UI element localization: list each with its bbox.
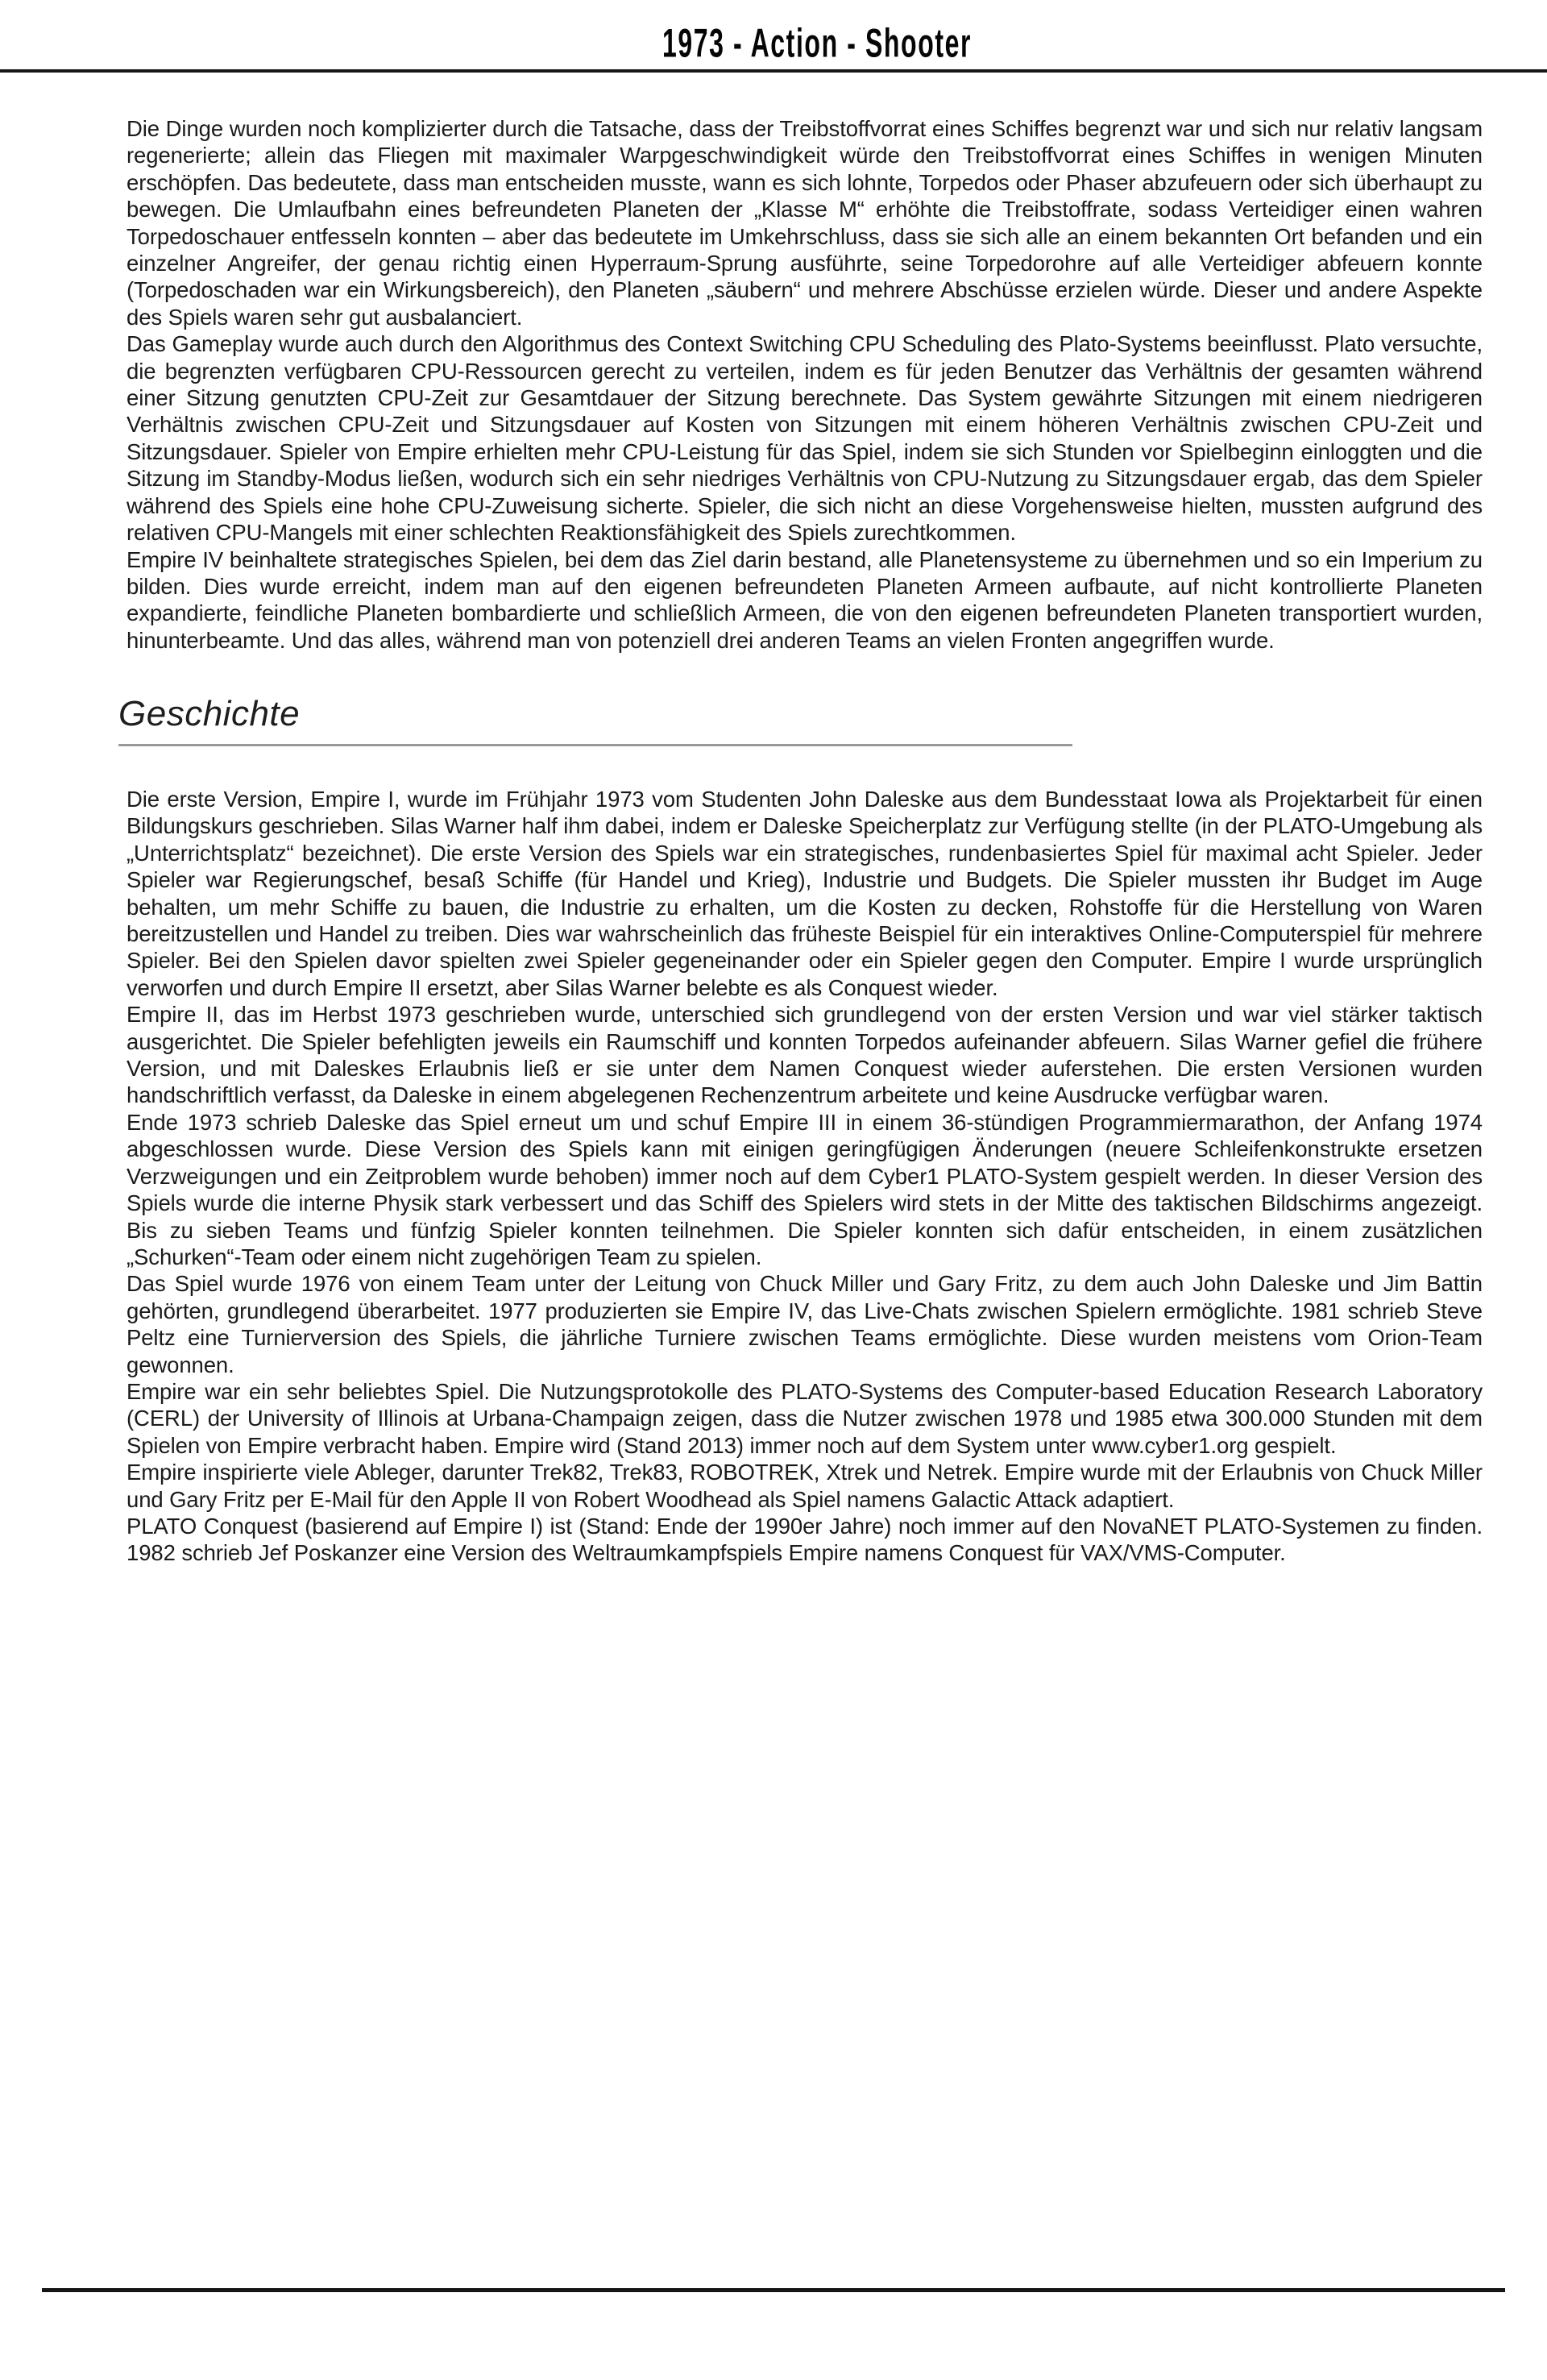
paragraph: Die erste Version, Empire I, wurde im Frühjahr 1973 vom Studenten John Daleske aus dem Bundesstaat Iowa als Projektarbeit für einen Bildungskurs geschrieben. Silas Warner half ihm dabei, indem er Daleske Speicherplatz zur Verfügung stellte (in der PLATO-Umgebung als „Unterrichtsplatz“ bezeichnet). Die erste Version des Spiels war ein strategisches, rundenbasiertes Spiel für maximal acht Spieler. Jeder Spieler war Regierungschef, besaß Schiffe (für Handel und Krieg), Industrie und Budgets. Die Spieler mussten ihr Budget im Auge behalten, um mehr Schiffe zu bauen, die Industrie zu erhalten, um die Kosten zu decken, Rohstoffe für die Herstellung von Waren bereitzustellen und Handel zu treiben. Dies war wahrscheinlich das früheste Beispiel für ein interaktives Online-Computerspiel für mehrere Spieler. Bei den Spielen davor spielten zwei Spieler gegeneinander oder ein Spieler gegen den Computer. Empire I wurde ursprünglich verworfen und durch Empire II ersetzt, aber Silas Warner belebte es als Conquest wieder. [126,787,1483,1000]
paragraph: PLATO Conquest (basierend auf Empire I) ist (Stand: Ende der 1990er Jahre) noch immer auf den NovaNET PLATO-Systemen zu finden. 1982 schrieb Jef Poskanzer eine Version des Weltraumkampfspiels Empire namens Conquest für VAX/VMS-Computer. [126,1513,1483,1566]
gameplay-section [126,115,1483,654]
bottom-rule [42,2288,1505,2292]
header-rule [0,69,1547,73]
paragraph: Empire war ein sehr beliebtes Spiel. Die Nutzungsprotokolle des PLATO-Systems des Computer-based Education Research Laboratory (CERL) der University of Illinois at Urbana-Champaign zeigen, dass die Nutzer zwischen 1978 und 1985 etwa 300.000 Stunden mit dem Spielen von Empire verbracht haben. Empire wird (Stand 2013) immer noch auf dem System unter www.cyber1.org gespielt. [126,1378,1483,1458]
paragraph: Empire II, das im Herbst 1973 geschrieben wurde, unterschied sich grundlegend von der ersten Version und war viel stärker taktisch ausgerichtet. Die Spieler befehligten jeweils ein Raumschiff und konnten Torpedos aufeinander abfeuern. Silas Warner gefiel die frühere Version, und mit Daleskes Erlaubnis ließ er sie unter dem Namen Conquest wieder auferstehen. Die ersten Versionen wurden handschriftlich verfasst, da Daleske in einem abgelegenen Rechenzentrum arbeitete und keine Ausdrucke verfügbar waren. [126,1002,1483,1108]
paragraph: Empire IV beinhaltete strategisches Spielen, bei dem das Ziel darin bestand, alle Planetensysteme zu übernehmen und so ein Imperium zu bilden. Dies wurde erreicht, indem man auf den eigenen befreundeten Planeten Armeen aufbaute, auf nicht kontrollierte Planeten expandierte, feindliche Planeten bombardierte und schließlich Armeen, die von den eigenen befreundeten Planeten transportiert wurden, hinunterbeamte. Und das alles, während man von potenziell drei anderen Teams an vielen Fronten angegriffen wurde. [126,546,1483,653]
paragraph: Das Gameplay wurde auch durch den Algorithmus des Context Switching CPU Scheduling des Plato-Systems beeinflusst. Plato versuchte, die begrenzten verfügbaren CPU-Ressourcen gerecht zu verteilen, indem es für jeden Benutzer das Verhältnis der gesamten während einer Sitzung genutzten CPU-Zeit zur Gesamtdauer der Sitzung berechnete. Das System gewährte Sitzungen mit einem niedrigeren Verhältnis zwischen CPU-Zeit und Sitzungsdauer auf Kosten von Sitzungen mit einem höheren Verhältnis zwischen CPU-Zeit und Sitzungsdauer. Spieler von Empire erhielten mehr CPU-Leistung für das Spiel, indem sie sich Stunden vor Spielbeginn einloggten und die Sitzung im Standby-Modus ließen, wodurch sich ein sehr niedriges Verhältnis von CPU-Nutzung zu Sitzungsdauer ergab, das dem Spieler während des Spiels eine hohe CPU-Zuweisung sicherte. Spieler, die sich nicht an diese Vorgehensweise hielten, mussten aufgrund des relativen CPU-Mangels mit einer schlechten Reaktionsfähigkeit des Spiels zurechtkommen. [126,331,1483,546]
heading-rule [118,744,1072,746]
paragraph: Ende 1973 schrieb Daleske das Spiel erneut um und schuf Empire III in einem 36-stündigen Programmiermarathon, der Anfang 1974 abgeschlossen wurde. Diese Version des Spiels kann mit einigen geringfügigen Änderungen (neuere Schleifenkonstrukte ersetzen Verzweigungen und ein Zeitproblem wurde behoben) immer noch auf dem Cyber1 PLATO-System gespielt werden. In dieser Version des Spiels wurde die interne Physik stark verbessert und das Schiff des Spielers wird stets in der Mitte des taktischen Bildschirms angezeigt. Bis zu sieben Teams und fünfzig Spieler konnten teilnehmen. Die Spieler konnten sich dafür entscheiden, in einem zusätzlichen „Schurken“-Team oder einem nicht zugehörigen Team zu spielen. [126,1109,1483,1269]
chapter-title-wrap [624,21,1010,67]
history-heading: Geschichte [118,694,301,733]
chapter-title: 1973 - Action - Shooter [662,21,973,66]
history-paragraphs [126,786,1483,1567]
paragraph: Empire inspirierte viele Ableger, darunter Trek82, Trek83, ROBOTREK, Xtrek und Netrek. Empire wurde mit der Erlaubnis von Chuck Miller und Gary Fritz per E-Mail für den Apple II von Robert Woodhead als Spiel namens Galactic Attack adaptiert. [126,1460,1483,1512]
paragraph: Das Spiel wurde 1976 von einem Team unter der Leitung von Chuck Miller und Gary Fritz, zu dem auch John Daleske und Jim Battin gehörten, grundlegend überarbeitet. 1977 produzierten sie Empire IV, das Live-Chats zwischen Spielern ermöglichte. 1981 schrieb Steve Peltz eine Turnierversion des Spiels, die jährliche Turniere zwischen Teams ermöglichte. Diese wurden meistens vom Orion-Team gewonnen. [126,1271,1483,1377]
paragraph: Die Dinge wurden noch komplizierter durch die Tatsache, dass der Treibstoffvorrat eines Schiffes begrenzt war und sich nur relativ langsam regenerierte; allein das Fliegen mit maximaler Warpgeschwindigkeit würde den Treibstoffvorrat eines Schiffes in wenigen Minuten erschöpfen. Das bedeutete, dass man entscheiden musste, wann es sich lohnte, Torpedos oder Phaser abzufeuern oder sich überhaupt zu bewegen. Die Umlaufbahn eines befreundeten Planeten der „Klasse M“ erhöhte die Treibstoffrate, sodass Verteidiger einen wahren Torpedoschauer entfesseln konnten – aber das bedeutete im Umkehrschluss, dass sie sich alle an einem bekannten Ort befanden und ein einzelner Angreifer, der genau richtig einen Hyperraum-Sprung ausführte, seine Torpedorohre auf alle Verteidiger abfeuern konnte (Torpedoschaden war ein Wirkungsbereich), den Planeten „säubern“ und mehrere Abschüsse erzielen würde. Dieser und andere Aspekte des Spiels waren sehr gut ausbalanciert. [126,116,1483,330]
